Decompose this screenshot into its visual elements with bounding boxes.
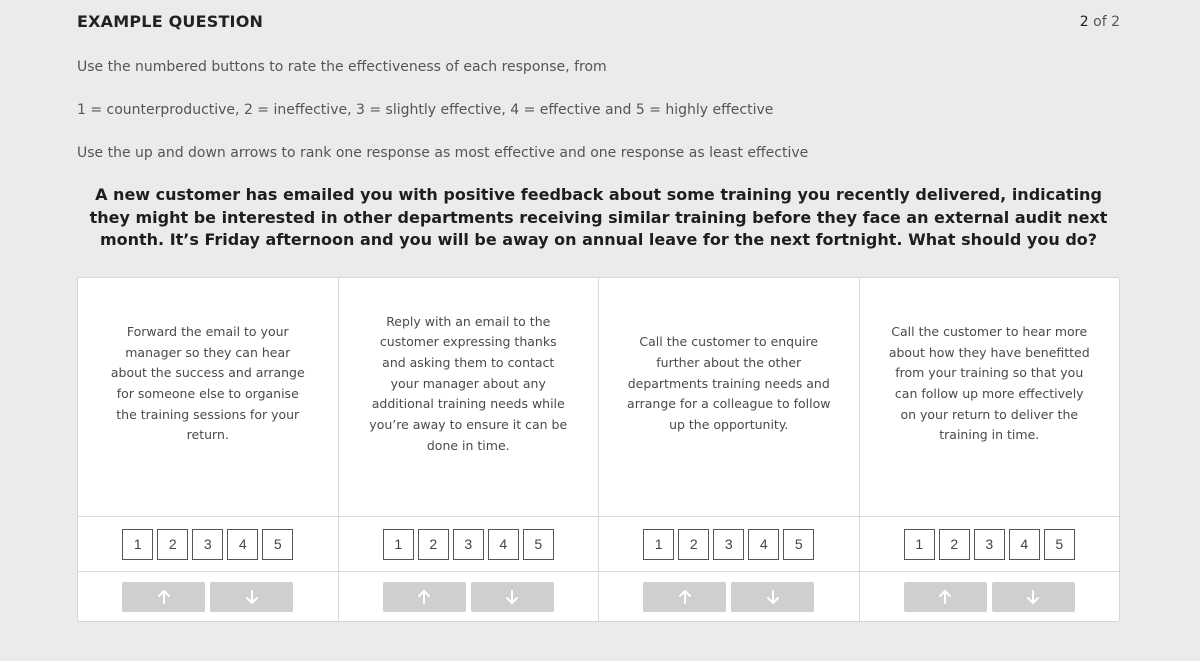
rank-up-button[interactable] (904, 582, 987, 612)
rating-group-2 (339, 516, 599, 571)
rating-button-4[interactable]: 4 (227, 529, 258, 560)
rating-button-1[interactable]: 1 (122, 529, 153, 560)
rating-button-1[interactable]: 1 (904, 529, 935, 560)
rank-controls-4 (860, 571, 1120, 621)
rating-button-1[interactable]: 1 (643, 529, 674, 560)
instruction-scale: 1 = counterproductive, 2 = ineffective, 3 = slightly effective, 4 = effective and 5 = highly effective (77, 102, 774, 118)
response-text-2: Reply with an email to the customer expressing thanks and asking them to contact your manager about any additional training needs while you’re away to ensure it can be done in time. (369, 313, 568, 453)
responses-grid (77, 277, 1120, 622)
rating-button-5[interactable]: 5 (1044, 529, 1075, 560)
rating-button-5[interactable]: 5 (262, 529, 293, 560)
response-column-2 (339, 278, 600, 621)
arrow-down-icon (244, 589, 260, 605)
rank-up-button[interactable] (122, 582, 205, 612)
rating-button-3[interactable]: 3 (713, 529, 744, 560)
rating-button-5[interactable]: 5 (523, 529, 554, 560)
instruction-rating: Use the numbered buttons to rate the effectiveness of each response, from (77, 59, 607, 75)
rank-controls-2 (339, 571, 599, 621)
rating-button-3[interactable]: 3 (192, 529, 223, 560)
page-total: of 2 (1088, 13, 1120, 30)
rating-button-5[interactable]: 5 (783, 529, 814, 560)
rank-down-button[interactable] (210, 582, 293, 612)
instruction-ranking: Use the up and down arrows to rank one response as most effective and one response as least effective (77, 145, 809, 161)
rating-button-2[interactable]: 2 (418, 529, 449, 560)
rating-button-2[interactable]: 2 (939, 529, 970, 560)
response-column-3 (599, 278, 860, 621)
rating-button-3[interactable]: 3 (974, 529, 1005, 560)
rating-button-2[interactable]: 2 (678, 529, 709, 560)
page-title: EXAMPLE QUESTION (77, 12, 264, 31)
arrow-up-icon (677, 589, 693, 605)
response-text-1: Forward the email to your manager so they can hear about the success and arrange for someone else to organise the training sessions for your return. (110, 323, 305, 443)
page-current: 2 (1079, 13, 1089, 30)
rating-button-2[interactable]: 2 (157, 529, 188, 560)
arrow-down-icon (765, 589, 781, 605)
rank-up-button[interactable] (643, 582, 726, 612)
rating-button-4[interactable]: 4 (1009, 529, 1040, 560)
rating-group-1 (78, 516, 338, 571)
scenario-text: A new customer has emailed you with positive feedback about some training you recently delivered, indicating they might be interested in other departments receiving similar training before they face an external audit next month. It’s Friday afternoon and you will be away on annual leave for the next fortnight. What should you do? (89, 185, 1108, 249)
rank-down-button[interactable] (471, 582, 554, 612)
rank-controls-3 (599, 571, 859, 621)
arrow-down-icon (504, 589, 520, 605)
rank-down-button[interactable] (731, 582, 814, 612)
arrow-up-icon (937, 589, 953, 605)
rank-down-button[interactable] (992, 582, 1075, 612)
rating-group-4 (860, 516, 1120, 571)
header (77, 12, 1120, 31)
rating-button-4[interactable]: 4 (488, 529, 519, 560)
rank-controls-1 (78, 571, 338, 621)
arrow-down-icon (1025, 589, 1041, 605)
response-text-4: Call the customer to hear more about how they have benefitted from your training so that you can follow up more effectively on your return to deliver the training in time. (888, 323, 1090, 443)
rating-group-3 (599, 516, 859, 571)
response-text-3: Call the customer to enquire further about the other departments training needs and arrange for a colleague to follow up the opportunity. (627, 334, 831, 433)
rank-up-button[interactable] (383, 582, 466, 612)
rating-button-4[interactable]: 4 (748, 529, 779, 560)
page-counter (1080, 14, 1120, 30)
rating-button-1[interactable]: 1 (383, 529, 414, 560)
response-column-1 (78, 278, 339, 621)
arrow-up-icon (156, 589, 172, 605)
response-column-4 (860, 278, 1120, 621)
rating-button-3[interactable]: 3 (453, 529, 484, 560)
arrow-up-icon (416, 589, 432, 605)
